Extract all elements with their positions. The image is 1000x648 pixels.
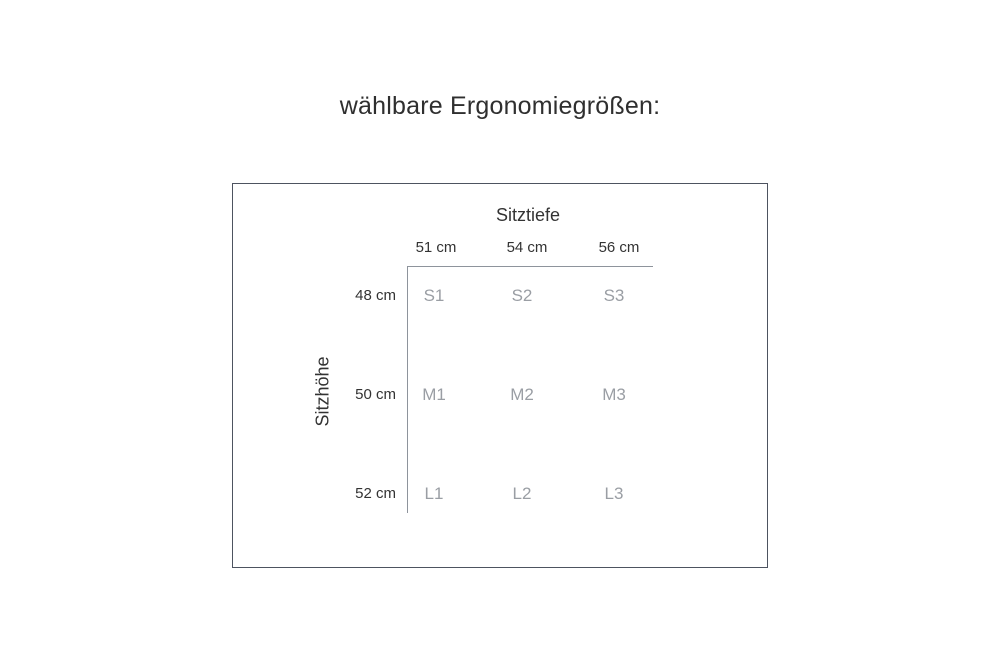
size-cell: L2 (512, 484, 532, 503)
size-cell: S3 (603, 286, 625, 305)
column-axis-title: Sitztiefe (495, 205, 561, 225)
size-cell: M3 (602, 385, 626, 404)
row-header: 52 cm (355, 485, 396, 502)
size-cell: M1 (422, 385, 446, 404)
size-cell: S2 (511, 286, 533, 305)
size-cell: L3 (604, 484, 624, 503)
column-header: 51 cm (415, 239, 457, 256)
size-cell: S1 (423, 286, 445, 305)
row-header: 50 cm (355, 386, 396, 403)
header-divider-horizontal (407, 266, 653, 267)
size-cell: M2 (510, 385, 534, 404)
size-cell: L1 (424, 484, 444, 503)
page-heading: wählbare Ergonomiegrößen: (339, 92, 661, 120)
row-axis-title: Sitzhöhe (312, 356, 333, 427)
column-header: 56 cm (598, 239, 640, 256)
row-header: 48 cm (355, 287, 396, 304)
column-header: 54 cm (506, 239, 548, 256)
